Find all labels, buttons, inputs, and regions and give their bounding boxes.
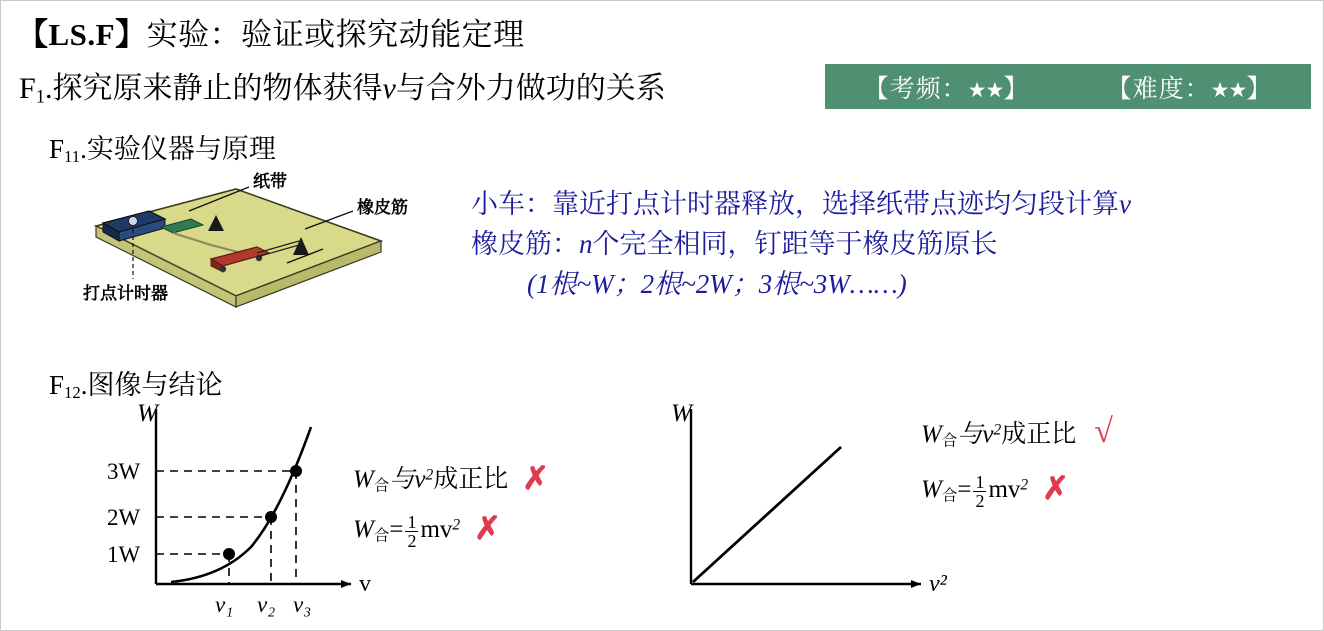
note-cart-var: v: [1119, 189, 1131, 219]
annot-right1-sup: 2: [993, 421, 1002, 439]
annot-left1-b: 与v: [389, 466, 426, 493]
label-timer-text: 打点计时器: [83, 284, 168, 303]
f1-dot: .: [44, 72, 53, 105]
frequency-close: 】: [1003, 75, 1030, 103]
frequency-tag: [864, 69, 1030, 105]
frac-den: 2: [407, 530, 417, 551]
note-rubber-text: 个完全相同，钉距等于橡皮筋原长: [592, 228, 998, 259]
annot-left1-c: 成正比: [433, 466, 509, 493]
label-rubber-band-text: 橡皮筋: [357, 198, 408, 217]
annotation-left-proportional: [353, 459, 549, 497]
f1-label: F: [19, 72, 36, 105]
annot-right2-rest: mv: [988, 476, 1021, 503]
title-tag: 【LS.F】: [17, 17, 147, 52]
annot-right1-sub: 合: [941, 432, 958, 450]
f1-text-a: 探究原来静止的物体获得: [52, 72, 383, 105]
section-f12-heading: [49, 363, 223, 403]
graph-left-xtick-v1: v₁: [215, 592, 234, 617]
f12-sub: 12: [64, 383, 81, 403]
annot-left2-rest: mv: [420, 516, 453, 543]
annot-left2-eq: =: [389, 516, 404, 543]
section-f1-heading: [19, 63, 666, 109]
f11-text: 实验仪器与原理: [86, 134, 276, 164]
page-title: [17, 9, 525, 54]
annotation-right-proportional: [921, 413, 1113, 451]
cross-icon: ✗: [474, 510, 501, 546]
experiment-notes: [471, 185, 1321, 305]
note-cart-label: 小车：: [471, 189, 552, 219]
f1-sub: 1: [35, 86, 45, 108]
note-rubber-var: n: [579, 228, 593, 259]
f12-text: 图像与结论: [87, 370, 223, 400]
frequency-label: 【考频：: [863, 75, 968, 103]
note-line-counts: [471, 265, 1321, 305]
graph-left-ytick-3w: 3W: [107, 459, 141, 484]
note-rubber-label: 橡皮筋：: [471, 228, 579, 259]
fraction-one-half: [973, 473, 986, 511]
frac-num: 1: [975, 471, 985, 492]
annotation-right-formula: [921, 469, 1069, 510]
graph-left-ytick-1w: 1W: [107, 542, 141, 567]
frac-num: 1: [407, 511, 417, 532]
apparatus-illustration: [61, 171, 451, 331]
annot-right2-sub: 合: [941, 487, 958, 505]
section-f11-heading: [49, 127, 276, 167]
title-text: 实验：验证或探究动能定理: [146, 17, 525, 52]
f11-sub: 11: [64, 147, 81, 167]
f11-dot: .: [80, 134, 87, 164]
difficulty-close: 】: [1246, 75, 1273, 103]
f1-text-b: 与合外力做功的关系: [395, 72, 666, 105]
annot-right1-c: 成正比: [1001, 421, 1077, 448]
f11-label: F: [49, 134, 65, 164]
annot-right2-sup: 2: [1020, 476, 1029, 494]
check-icon: √: [1094, 413, 1113, 450]
f12-dot: .: [80, 370, 88, 400]
graph-right-x-label-text: v²: [929, 571, 947, 597]
cross-icon: ✗: [1042, 470, 1069, 506]
label-tape-text: 纸带: [253, 172, 287, 191]
graph-left-ytick-2w: 2W: [107, 505, 141, 530]
annot-left2-sup: 2: [452, 516, 461, 534]
annot-right1-w: W: [921, 421, 942, 448]
annot-right2-eq: =: [957, 476, 972, 503]
graph-left-xtick-v3: v₃: [293, 592, 312, 617]
note-cart-text: 靠近打点计时器释放，选择纸带点迹均匀段计算: [552, 189, 1119, 219]
f12-label: F: [49, 370, 65, 400]
note-counts-text: (1根~W；2根~2W；3根~3W……): [527, 268, 907, 299]
cross-icon: ✗: [522, 460, 550, 496]
graph-left-x-label-text: v: [359, 571, 371, 597]
annot-left1-sup: 2: [425, 466, 434, 484]
fraction-one-half: [405, 513, 418, 551]
annot-right1-b: 与v: [957, 421, 994, 448]
difficulty-tag-box: [825, 64, 1311, 109]
frequency-stars: ★★: [967, 77, 1004, 102]
annot-left1-sub: 合: [373, 477, 390, 495]
difficulty-tag: [1107, 69, 1273, 105]
f1-var-v: v: [382, 72, 396, 105]
graph-left-y-label-text: W: [137, 400, 158, 427]
annot-left2-w: W: [353, 516, 374, 543]
annot-left1-w: W: [353, 466, 374, 493]
difficulty-stars: ★★: [1210, 77, 1247, 102]
note-line-cart: [471, 185, 1321, 225]
note-line-rubber: [471, 225, 1321, 265]
annot-left2-sub: 合: [373, 527, 390, 545]
graph-left-xtick-v2: v₂: [257, 592, 276, 617]
graph-right-y-label-text: W: [671, 400, 692, 427]
frac-den: 2: [975, 490, 985, 511]
apparatus-svg: [61, 171, 451, 331]
annot-right2-w: W: [921, 476, 942, 503]
difficulty-label: 【难度：: [1106, 75, 1211, 103]
annotation-left-formula: [353, 509, 501, 550]
